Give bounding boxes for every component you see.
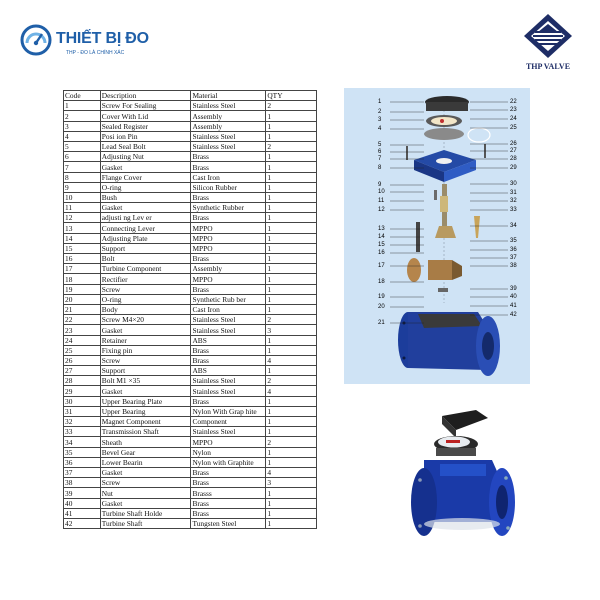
cell-description: Lower Bearin [100,457,191,467]
cell-qty: 1 [266,254,317,264]
table-row [64,498,317,508]
cell-description: Fixing pin [100,345,191,355]
cell-material: Synthetic Rubber [191,203,266,213]
thp-valve-logo [514,12,582,74]
table-row [64,345,317,355]
cell-description: Cover With Lid [100,111,191,121]
cell-description: Turbine Component [100,264,191,274]
cell-qty: 1 [266,406,317,416]
cell-material: Silicon Rubber [191,182,266,192]
diagram-callout-label: 27 [510,148,517,154]
cell-material: Brass [191,396,266,406]
diagram-callout-label: 33 [510,207,517,213]
cell-material: MPPO [191,233,266,243]
cell-code: 27 [64,366,101,376]
cell-material: MPPO [191,243,266,253]
diagram-callout-label: 24 [510,116,517,122]
cell-description: Screw [100,284,191,294]
logo-tagline: THP - ĐO LÀ CHÍNH XÁC [66,50,125,56]
header-material: Material [191,91,266,101]
cell-material: Brass [191,162,266,172]
table-row [64,315,317,325]
cell-qty: 4 [266,386,317,396]
parts-table [63,90,317,529]
cell-material: MPPO [191,437,266,447]
cell-qty: 1 [266,274,317,284]
cell-qty: 1 [266,284,317,294]
cell-material: Brasss [191,488,266,498]
table-row [64,518,317,528]
header-code: Code [64,91,101,101]
cell-description: Support [100,366,191,376]
table-row [64,101,317,111]
cell-code: 33 [64,427,101,437]
diamond-logo-icon [522,12,574,60]
cell-code: 26 [64,355,101,365]
table-row [64,203,317,213]
cell-code: 22 [64,315,101,325]
cell-qty: 1 [266,345,317,355]
diagram-callout-label: 22 [510,99,517,105]
cell-code: 29 [64,386,101,396]
table-row [64,335,317,345]
diagram-callout-label: 13 [378,226,385,232]
table-row [64,182,317,192]
cell-code: 38 [64,478,101,488]
table-row [64,141,317,151]
diagram-callout-label: 2 [378,109,382,115]
diagram-callout-label: 32 [510,198,517,204]
cell-qty: 1 [266,294,317,304]
diagram-callout-label: 26 [510,141,517,147]
cell-code: 13 [64,223,101,233]
diagram-callout-label: 28 [510,156,517,162]
diagram-callout-label: 38 [510,263,517,269]
cell-qty: 1 [266,223,317,233]
cell-description: Transmission Shaft [100,427,191,437]
cell-material: Assembly [191,264,266,274]
table-row [64,304,317,314]
cell-code: 37 [64,467,101,477]
table-row [64,478,317,488]
diagram-callout-label: 11 [378,198,385,204]
cell-qty: 1 [266,417,317,427]
cell-description: Sealed Register [100,121,191,131]
cell-material: Brass [191,254,266,264]
diagram-callout-label: 21 [378,320,385,326]
cell-description: O-ring [100,294,191,304]
cell-description: Screw M4×20 [100,315,191,325]
cell-code: 3 [64,121,101,131]
water-meter-photo [398,404,518,544]
diagram-callout-label: 8 [378,165,382,171]
cell-code: 42 [64,518,101,528]
cell-qty: 1 [266,152,317,162]
cell-qty: 1 [266,172,317,182]
cell-qty: 1 [266,111,317,121]
diagram-callout-label: 29 [510,165,517,171]
diagram-callout-label: 6 [378,149,382,155]
cell-material: Brass [191,355,266,365]
diagram-callout-label: 34 [510,223,517,229]
cell-code: 16 [64,254,101,264]
cell-qty: 2 [266,437,317,447]
table-row [64,284,317,294]
cell-material: Brass [191,192,266,202]
cell-description: Sheath [100,437,191,447]
table-row [64,406,317,416]
diagram-callout-label: 39 [510,286,517,292]
cell-qty: 1 [266,447,317,457]
cell-description: Upper Bearing Plate [100,396,191,406]
cell-qty: 2 [266,101,317,111]
cell-qty: 1 [266,508,317,518]
cell-code: 20 [64,294,101,304]
cell-qty: 1 [266,213,317,223]
diagram-callout-label: 41 [510,303,517,309]
cell-qty: 1 [266,498,317,508]
cell-material: Nylon with Graphite [191,457,266,467]
cell-code: 30 [64,396,101,406]
cell-description: Gasket [100,325,191,335]
diagram-callout-label: 19 [378,294,385,300]
cell-description: Lead Seal Bolt [100,141,191,151]
table-row [64,172,317,182]
cell-description: Bevel Gear [100,447,191,457]
cell-code: 39 [64,488,101,498]
cell-material: Stainless Steel [191,427,266,437]
cell-code: 24 [64,335,101,345]
diagram-callout-label: 3 [378,117,382,123]
cell-code: 7 [64,162,101,172]
cell-material: Brass [191,345,266,355]
diagram-callout-label: 40 [510,294,517,300]
cell-material: Stainless Steel [191,386,266,396]
cell-description: Posi ion Pin [100,131,191,141]
table-header-row [64,91,317,101]
cell-qty: 1 [266,243,317,253]
cell-description: Magnet Component [100,417,191,427]
cell-description: O-ring [100,182,191,192]
cell-code: 40 [64,498,101,508]
cell-material: MPPO [191,223,266,233]
diagram-callout-label: 23 [510,107,517,113]
cell-qty: 3 [266,325,317,335]
cell-material: Nylon [191,447,266,457]
diagram-callout-label: 7 [378,156,382,162]
cell-qty: 1 [266,233,317,243]
cell-material: Stainless Steel [191,101,266,111]
cell-qty: 1 [266,457,317,467]
cell-description: Support [100,243,191,253]
cell-code: 5 [64,141,101,151]
table-row [64,366,317,376]
cell-material: Stainless Steel [191,131,266,141]
cell-material: Brass [191,498,266,508]
diagram-callout-label: 12 [378,207,385,213]
cell-material: Component [191,417,266,427]
cell-code: 21 [64,304,101,314]
cell-code: 23 [64,325,101,335]
diagram-callout-label: 4 [378,126,382,132]
cell-material: Stainless Steel [191,141,266,151]
diagram-callout-label: 15 [378,242,385,248]
diagram-callout-label: 17 [378,263,385,269]
cell-material: Cast Iron [191,304,266,314]
cell-code: 34 [64,437,101,447]
cell-qty: 4 [266,355,317,365]
table-row [64,427,317,437]
cell-material: Assembly [191,121,266,131]
cell-description: Gasket [100,162,191,172]
table-row [64,243,317,253]
cell-description: Adjusting Plate [100,233,191,243]
diagram-callout-label: 1 [378,99,382,105]
logo-brand-text: THIẾT BỊ ĐO [56,30,149,47]
table-row [64,213,317,223]
cell-material: Brass [191,508,266,518]
cell-qty: 3 [266,478,317,488]
table-row [64,376,317,386]
cell-code: 1 [64,101,101,111]
cell-qty: 2 [266,315,317,325]
cell-code: 36 [64,457,101,467]
cell-code: 18 [64,274,101,284]
table-row [64,111,317,121]
table-row [64,386,317,396]
cell-code: 11 [64,203,101,213]
cell-description: adjusti ng Lev er [100,213,191,223]
cell-code: 25 [64,345,101,355]
diagram-callout-label: 10 [378,189,385,195]
cell-qty: 1 [266,396,317,406]
cell-qty: 1 [266,182,317,192]
cell-code: 10 [64,192,101,202]
cell-qty: 1 [266,264,317,274]
cell-code: 17 [64,264,101,274]
cell-material: Brass [191,478,266,488]
cell-description: Nut [100,488,191,498]
table-row [64,192,317,202]
cell-qty: 1 [266,131,317,141]
table-row [64,121,317,131]
cell-material: ABS [191,335,266,345]
cell-code: 6 [64,152,101,162]
cell-material: MPPO [191,274,266,284]
table-row [64,508,317,518]
cell-qty: 1 [266,427,317,437]
thiet-bi-do-logo [20,22,150,62]
cell-description: Body [100,304,191,314]
exploded-diagram [344,88,530,384]
cell-qty: 1 [266,366,317,376]
table-row [64,437,317,447]
cell-qty: 1 [266,203,317,213]
cell-description: Bush [100,192,191,202]
cell-code: 32 [64,417,101,427]
cell-code: 8 [64,172,101,182]
cell-qty: 2 [266,141,317,151]
diagram-callout-label: 18 [378,279,385,285]
cell-description: Connecting Lever [100,223,191,233]
cell-code: 4 [64,131,101,141]
cell-description: Retainer [100,335,191,345]
diagram-callout-label: 35 [510,238,517,244]
table-row [64,396,317,406]
callout-lines [344,88,530,384]
cell-qty: 1 [266,304,317,314]
cell-code: 35 [64,447,101,457]
cell-material: Stainless Steel [191,315,266,325]
cell-description: Flange Cover [100,172,191,182]
cell-qty: 4 [266,467,317,477]
table-row [64,355,317,365]
cell-description: Bolt M1 ×35 [100,376,191,386]
table-row [64,254,317,264]
cell-description: Turbine Shaft [100,518,191,528]
cell-code: 19 [64,284,101,294]
table-row [64,467,317,477]
cell-material: Brass [191,284,266,294]
cell-description: Screw [100,355,191,365]
table-row [64,162,317,172]
cell-code: 12 [64,213,101,223]
cell-material: Brass [191,213,266,223]
cell-description: Gasket [100,203,191,213]
cell-material: Tungsten Steel [191,518,266,528]
diagram-callout-label: 5 [378,142,382,148]
diagram-callout-label: 42 [510,312,517,318]
cell-code: 31 [64,406,101,416]
cell-description: Upper Bearing [100,406,191,416]
cell-code: 15 [64,243,101,253]
table-row [64,457,317,467]
cell-code: 9 [64,182,101,192]
cell-material: Assembly [191,111,266,121]
cell-qty: 2 [266,376,317,386]
cell-description: Bolt [100,254,191,264]
cell-code: 2 [64,111,101,121]
cell-qty: 1 [266,162,317,172]
parts-table-body [64,101,317,529]
cell-description: Adjusting Nut [100,152,191,162]
table-row [64,152,317,162]
cell-qty: 1 [266,192,317,202]
header-description: Description [100,91,191,101]
cell-description: Rectifier [100,274,191,284]
diagram-callout-label: 36 [510,247,517,253]
table-row [64,488,317,498]
diagram-callout-label: 30 [510,181,517,187]
diagram-callout-label: 9 [378,182,382,188]
cell-material: Synthetic Rub ber [191,294,266,304]
cell-material: Stainless Steel [191,376,266,386]
thp-valve-text: THP VALVE [525,62,571,71]
diagram-callout-label: 16 [378,250,385,256]
cell-qty: 1 [266,121,317,131]
gauge-logo-icon [20,24,52,56]
table-row [64,417,317,427]
table-row [64,294,317,304]
cell-code: 41 [64,508,101,518]
diagram-callout-label: 31 [510,190,517,196]
cell-material: Stainless Steel [191,325,266,335]
cell-qty: 1 [266,518,317,528]
cell-material: Nylon With Grap hite [191,406,266,416]
cell-material: ABS [191,366,266,376]
table-row [64,264,317,274]
cell-material: Brass [191,152,266,162]
cell-description: Gasket [100,386,191,396]
cell-code: 28 [64,376,101,386]
cell-qty: 1 [266,335,317,345]
diagram-callout-label: 20 [378,304,385,310]
diagram-callout-label: 14 [378,234,385,240]
cell-description: Screw [100,478,191,488]
cell-description: Gasket [100,467,191,477]
cell-code: 14 [64,233,101,243]
table-row [64,131,317,141]
diagram-callout-label: 25 [510,125,517,131]
cell-material: Cast Iron [191,172,266,182]
cell-description: Turbine Shaft Holde [100,508,191,518]
table-row [64,447,317,457]
cell-description: Screw For Sealing [100,101,191,111]
header-qty: QTY [266,91,317,101]
table-row [64,223,317,233]
table-row [64,274,317,284]
cell-material: Brass [191,467,266,477]
table-row [64,233,317,243]
table-row [64,325,317,335]
cell-description: Gasket [100,498,191,508]
cell-qty: 1 [266,488,317,498]
diagram-callout-label: 37 [510,255,517,261]
